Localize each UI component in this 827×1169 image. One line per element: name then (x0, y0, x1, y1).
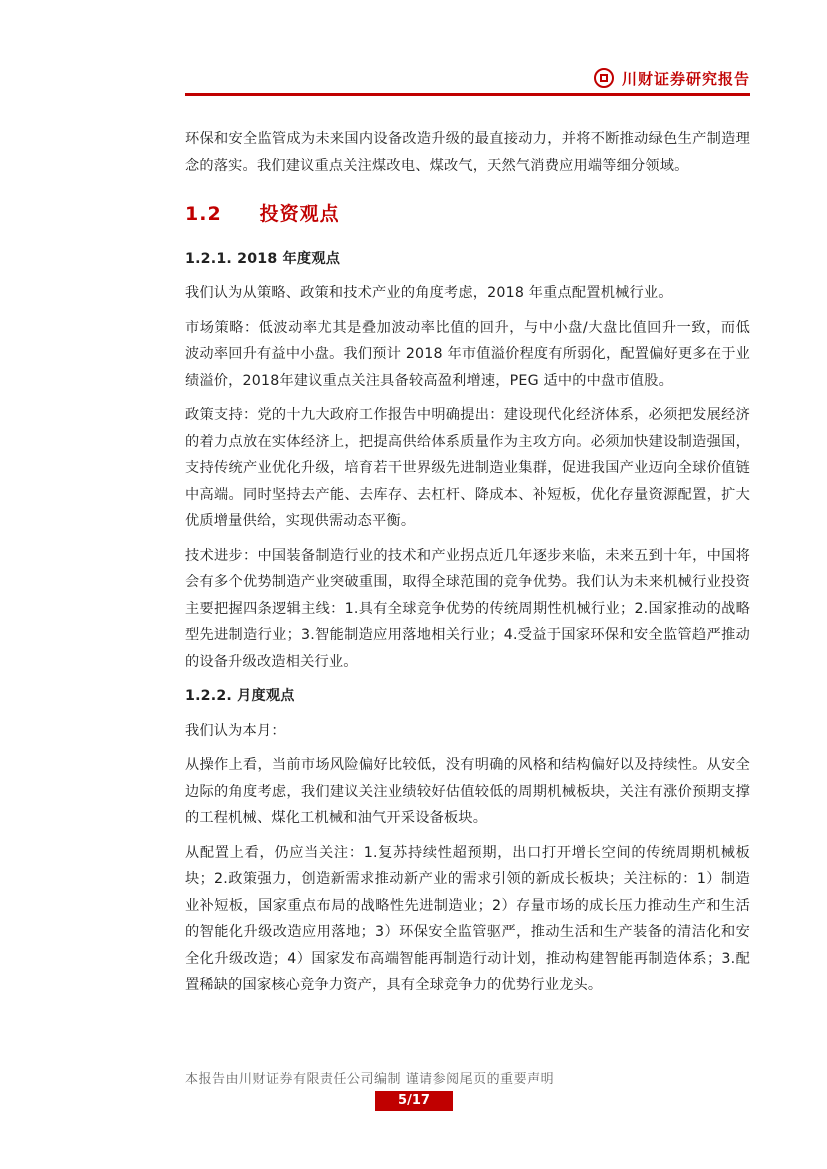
annual-paragraph-policy-support: 政策支持：党的十九大政府工作报告中明确提出：建设现代化经济体系，必须把发展经济的着力点放在实体经济上，把提高供给体系质量作为主攻方向。必须加快建设制造强国，支持传统产业优化升级，培育若干世界级先进制造业集群，促进我国产业迈向全球价值链中高端。同时坚持去产能、去库存、去杠杆、降成本、补短板，优化存量资源配置，扩大优质增量供给，实现供需动态平衡。 (185, 407, 750, 529)
header-rule (185, 93, 750, 96)
monthly-paragraph-1: 我们认为本月： (185, 722, 286, 739)
section-number: 1.2 (185, 203, 222, 225)
annual-paragraph-1: 我们认为从策略、政策和技术产业的角度考虑，2018 年重点配置机械行业。 (185, 285, 673, 301)
subsection-heading-monthly: 1.2.2. 月度观点 (185, 688, 295, 704)
brand-name: 川财证券研究报告 (621, 69, 750, 88)
section-heading (185, 201, 750, 228)
brand (594, 64, 750, 92)
page-header (185, 64, 750, 94)
company-logo-icon (594, 68, 614, 88)
intro-paragraph: 环保和安全监管成为未来国内设备改造升级的最直接动力，并将不断推动绿色生产制造理念的落实。我们建议重点关注煤改电、煤改气，天然气消费应用端等细分领域。 (185, 131, 750, 174)
annual-paragraph-tech-progress: 技术进步：中国装备制造行业的技术和产业拐点近几年逐步来临，未来五到十年，中国将会有多个优势制造产业突破重围，取得全球范围的竞争优势。我们认为未来机械行业投资主要把握四条逻辑主线：1.具有全球竞争优势的传统周期性机械行业；2.国家推动的战略型先进制造行业；3.智能制造应用落地相关行业；4.受益于国家环保和安全监管趋严推动的设备升级改造相关行业。 (185, 547, 750, 670)
report-body (185, 126, 750, 1007)
monthly-paragraph-allocation: 从配置上看，仍应当关注：1.复苏持续性超预期，出口打开增长空间的传统周期机械板块；2.政策强力，创造新需求推动新产业的需求引领的新成长板块；关注标的：1）制造业补短板，国家重点布局的战略性先进制造业；2）存量市场的成长压力推动生产和生活的智能化升级改造应用落地；3）环保安全监管驱严，推动生活和生产装备的清洁化和安全化升级改造；4）国家发布高端智能再制造行动计划，推动构建智能再制造体系；3.配置稀缺的国家核心竞争力资产，具有全球竞争力的优势行业龙头。 (185, 844, 750, 993)
annual-paragraph-market-strategy: 市场策略：低波动率尤其是叠加波动率比值的回升，与中小盘/大盘比值回升一致，而低波动率回升有益中小盘。我们预计 2018 年市值溢价程度有所弱化，配置偏好更多在于业绩溢价，2018年建议重点关注具备较高盈利增速，PEG 适中的中盘市值股。 (185, 319, 750, 389)
subsection-heading-annual: 1.2.1. 2018 年度观点 (185, 250, 341, 267)
monthly-paragraph-operation: 从操作上看，当前市场风险偏好比较低，没有明确的风格和结构偏好以及持续性。从安全边际的角度考虑，我们建议关注业绩较好估值较低的周期机械板块，关注有涨价预期支撑的工程机械、煤化工机械和油气开采设备板块。 (185, 757, 750, 826)
footer-disclaimer: 本报告由川财证券有限责任公司编制 谨请参阅尾页的重要声明 (185, 1072, 555, 1087)
section-title: 投资观点 (259, 203, 340, 225)
page-number: 5/17 (375, 1091, 453, 1111)
